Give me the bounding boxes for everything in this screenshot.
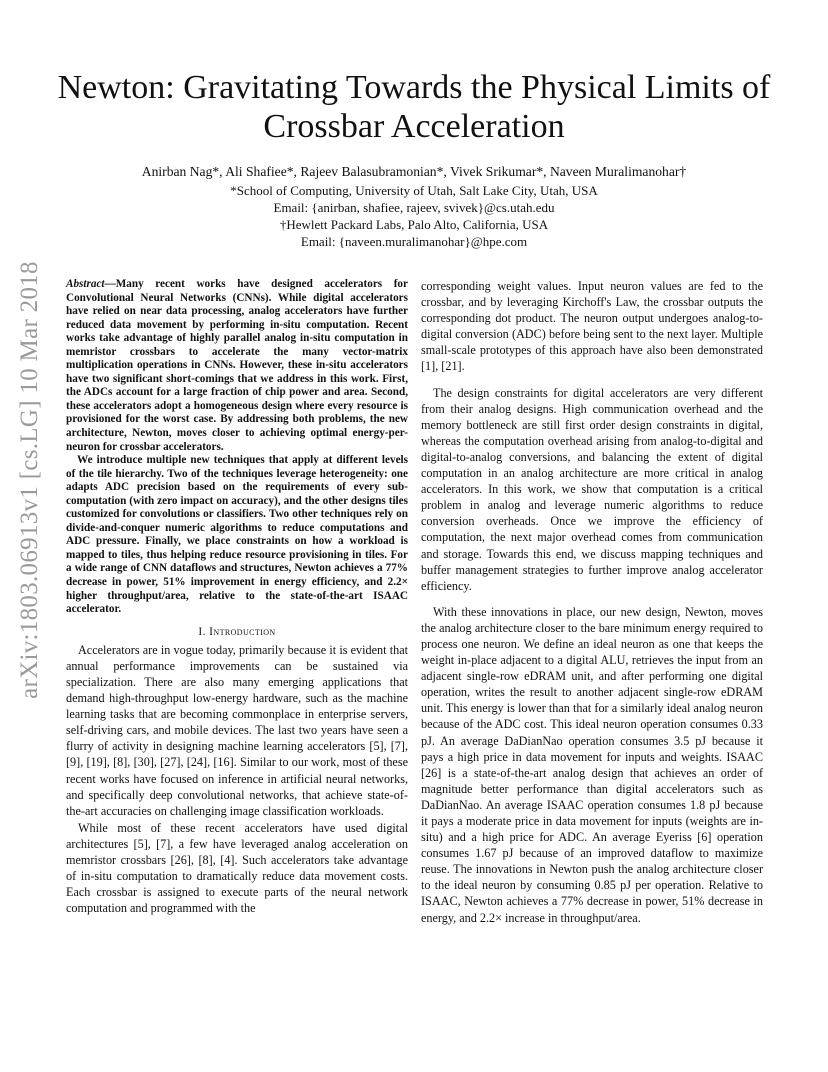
abstract-text-1: —Many recent works have designed accelerators for Convolutional Neural Networks (CNNs). While digital accelerators have relied on near data processing, analog accelerators have further reduced data movement by performing in-situ computation. Recent works take advantage of highly parallel analog in-situ computation in memristor crossbars to accelerate the many vector-matrix multiplication operations in CNNs. However, these in-situ accelerators have two significant short-comings that we address in this work. First, the ADCs account for a large fraction of chip power and area. Second, these accelerators adopt a homogeneous design where every resource is provisioned for the worst case. By addressing both problems, the new architecture, Newton, moves closer to achieving optimal energy-per-neuron for crossbar accelerators. [66,278,408,453]
left-column [66,278,408,917]
right-paragraph-3: With these innovations in place, our new design, Newton, moves the analog architecture closer to the bare minimum energy required to process one neuron. We define an ideal neuron as one that keeps the weight in-place adjacent to a digital ALU, retrieves the input from an adjacent single-row eDRAM unit, and after performing one digital operation, writes the result to another adjacent single-row eDRAM unit. This energy is lower than that for a similarly ideal analog neuron because of the ADC cost. This ideal neuron operation consumes 0.33 pJ. An average DaDianNao operation consumes 3.5 pJ because it pays a high price in data movement for inputs and weights. ISAAC [26] is a state-of-the-art analog design that achieves an order of magnitude better performance than digital accelerators such as DaDianNao. An average ISAAC operation consumes 1.8 pJ because it pays a moderate price in data movement for inputs (weights are in-situ) and a high price for ADC. An average Eyeriss [6] operation consumes 1.67 pJ because of an improved dataflow to maximize reuse. The innovations in Newton push the analog architecture closer to the ideal neuron by consuming 0.85 pJ per operation. Relative to ISAAC, Newton achieves a 77% decrease in power, 51% decrease in energy, and 2.2× increase in throughput/area. [421,604,763,925]
right-column [421,278,763,936]
intro-paragraph-1: Accelerators are in vogue today, primarily because it is evident that annual performance improvements can be sustained via specialization. There are also many emerging applications that demand high-throughput low-energy hardware, such as the machine learning tasks that are becoming commonplace in enterprise servers, self-driving cars, and mobile devices. The last two years have seen a flurry of activity in designing machine learning accelerators [5], [7], [9], [19], [8], [30], [27], [24], [16]. Similar to our work, most of these recent works have focused on inference in artificial neural networks, and specifically deep convolutional networks, that achieve state-of-the-art accuracies on challenging image classification workloads. [66,642,408,818]
email-hpe: Email: {naveen.muralimanohar}@hpe.com [300,234,528,249]
affiliation-hpe: †Hewlett Packard Labs, Palo Alto, California, USA [279,217,549,232]
author-block [80,163,748,250]
introduction-body [66,642,408,917]
paper-title: Newton: Gravitating Towards the Physical Limits of Crossbar Acceleration [57,69,771,145]
right-paragraph-2: The design constraints for digital accelerators are very different from their analog designs. High communication overhead and the memory bottleneck are still first order design constraints in digital, whereas the computation overhead arising from analog-to-digital and digital-to-analog conversions, and balancing the extent of digital computation in an analog architecture are more critical in analog accelerators. In this work, we show that computation is a critical problem in analog and leverage numeric algorithms to reduce conversion overheads. Once we improve the efficiency of computation, the next major overhead comes from communication and storage. Towards this end, we discuss mapping techniques and buffer management strategies to further improve analog accelerator efficiency. [421,385,763,593]
abstract [66,278,408,617]
arxiv-identifier-text: arXiv:1803.06913v1 [cs.LG] 10 Mar 2018 [16,261,43,699]
arxiv-identifier-stamp [6,254,54,706]
affiliation-utah: *School of Computing, University of Utah, Salt Lake City, Utah, USA [230,183,598,198]
abstract-paragraph-2: We introduce multiple new techniques that apply at different levels of the tile hierarchy. Two of the techniques leverage heterogeneity: one adapts ADC precision based on the requirements of every sub-computation (with zero impact on accuracy), and the other designs tiles customized for convolutions or classifiers. Two other techniques rely on divide-and-conquer numeric algorithms to reduce computations and ADC pressure. Finally, we place constraints on how a workload is mapped to tiles, thus helping reduce resource provisioning in tiles. For a wide range of CNN dataflows and structures, Newton achieves a 77% decrease in power, 51% improvement in energy efficiency, and 2.2× higher throughput/area, relative to the state-of-the-art ISAAC accelerator. [66,454,408,616]
author-names: Anirban Nag*, Ali Shafiee*, Rajeev Balasubramonian*, Vivek Srikumar*, Naveen Muralimanohar† [141,164,687,179]
section-heading-introduction: I. Introduction [198,625,276,638]
abstract-paragraph-1 [66,278,408,454]
right-paragraph-1: corresponding weight values. Input neuron values are fed to the crossbar, and by leveraging Kirchoff's Law, the crossbar outputs the corresponding dot product. The neuron output undergoes analog-to-digital conversion (ADC) before being sent to the next layer. Multiple small-scale prototypes of this approach have also been demonstrated [1], [21]. [421,279,763,374]
abstract-lead: Abstract [66,278,105,290]
email-utah: Email: {anirban, shafiee, rajeev, svivek}@cs.utah.edu [273,200,555,215]
intro-paragraph-2: While most of these recent accelerators have used digital architectures [5], [7], a few have leveraged analog acceleration on memristor crossbars [26], [8], [4]. Such accelerators take advantage of in-situ computation to dramatically reduce data movement costs. Each crossbar is assigned to execute parts of the neural network computation and programmed with the [66,820,408,916]
